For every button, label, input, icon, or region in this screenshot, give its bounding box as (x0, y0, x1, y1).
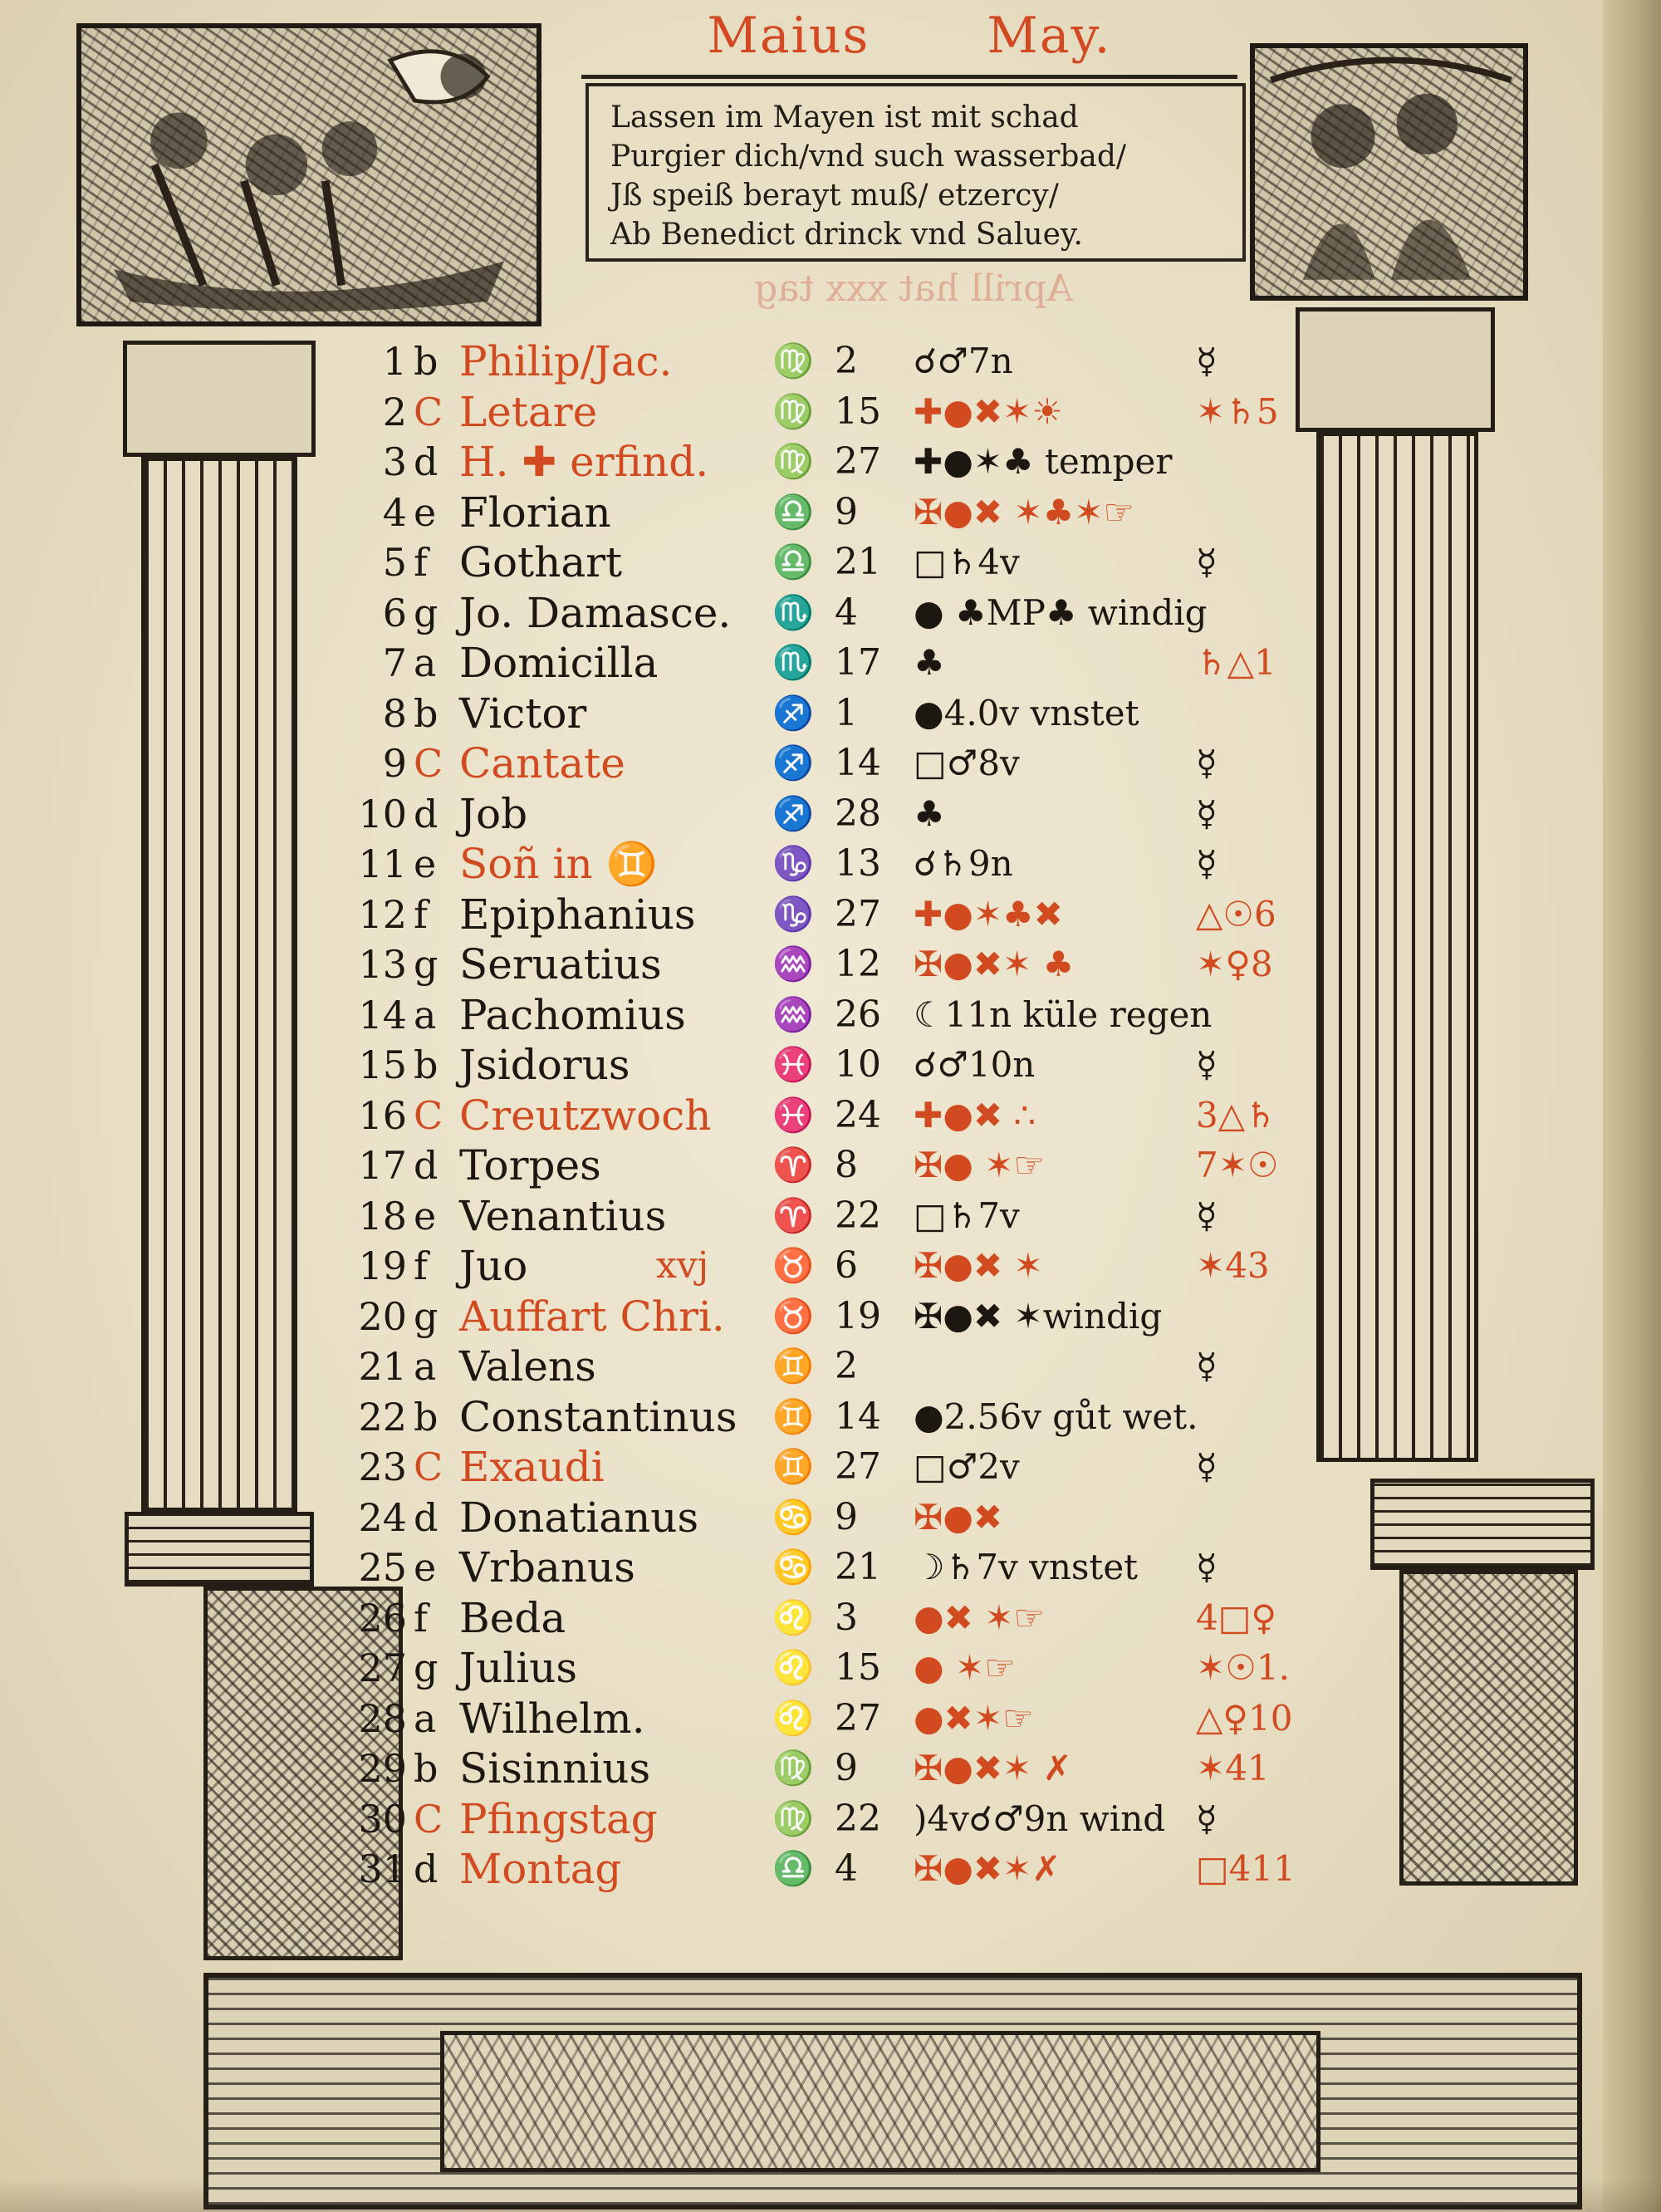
verse-line: Ab Benedict drinck vnd Saluey. (610, 218, 1083, 252)
astrological-notes: □♄7v (914, 1194, 1020, 1236)
moon-degree: 14 (835, 742, 881, 784)
aspect-notes: ✶43 (1196, 1245, 1270, 1286)
day-number: 14 (358, 992, 407, 1037)
astrological-notes: ●2.56v gůt wet. (914, 1395, 1198, 1437)
latin-month-name: Maius (707, 7, 870, 65)
dominical-letter: b (414, 1394, 439, 1440)
aspect-notes: ♄△1 (1196, 642, 1276, 683)
calendar-row (0, 1844, 1661, 1894)
calendar-row (0, 689, 1661, 738)
astrological-notes: ✠●✖✶ ✗ (914, 1748, 1072, 1788)
moon-degree: 19 (835, 1294, 881, 1337)
calendar-row (0, 1694, 1661, 1744)
astrological-notes: ✠●✖✶✗ (914, 1848, 1061, 1889)
saint-name: Beda (459, 1593, 566, 1642)
verse-line: Jß speiß berayt muß/ etzercy/ (610, 179, 1059, 213)
day-number: 17 (358, 1143, 407, 1188)
saint-name: Job (459, 789, 528, 838)
day-number: 5 (382, 540, 407, 585)
saint-name: Letare (459, 387, 598, 436)
dominical-letter: d (414, 1847, 439, 1891)
astrological-notes: ✠●✖ ✶♣✶☞ (914, 491, 1135, 532)
day-number: 11 (358, 841, 407, 886)
dominical-letter: f (414, 540, 429, 585)
moon-degree: 9 (835, 1495, 858, 1538)
day-number: 8 (382, 690, 407, 736)
zodiac-sign-icon: ♏ (772, 593, 814, 632)
saint-name: Pfingstag (459, 1794, 658, 1843)
zodiac-sign-icon: ♐ (772, 744, 814, 782)
moon-degree: 4 (835, 1847, 858, 1890)
dominical-letter: f (414, 1243, 429, 1288)
moon-degree: 10 (835, 1043, 881, 1086)
day-number: 24 (358, 1494, 407, 1540)
zodiac-sign-icon: ♉ (772, 1297, 814, 1336)
day-number: 2 (382, 389, 407, 434)
astrological-notes: □♂2v (914, 1446, 1020, 1487)
zodiac-sign-icon: ♍ (772, 342, 814, 380)
astrological-notes: ✠● ✶☞ (914, 1145, 1046, 1185)
calendar-row (0, 1442, 1661, 1492)
dominical-letter: d (414, 1494, 439, 1540)
dominical-letter: g (414, 1293, 439, 1339)
calendar-row (0, 537, 1661, 587)
astrological-notes: ☌♂7n (914, 341, 1013, 381)
day-number: 6 (382, 590, 407, 635)
astrological-notes: □♂8v (914, 743, 1020, 783)
dominical-letter: b (414, 1746, 439, 1791)
day-number: 23 (358, 1444, 407, 1489)
day-number: 15 (358, 1042, 407, 1087)
day-number: 26 (358, 1595, 407, 1641)
calendar-row (0, 1392, 1661, 1442)
calendar-row (0, 588, 1661, 638)
astrological-notes: ● ✶☞ (914, 1647, 1016, 1688)
dominical-letter: g (414, 1646, 439, 1690)
zodiac-sign-icon: ♐ (772, 794, 814, 833)
moon-degree: 22 (835, 1194, 881, 1237)
aspect-notes: ✶♀8 (1196, 944, 1273, 984)
zodiac-sign-icon: ♒ (772, 945, 814, 983)
astrological-notes: ☌♂10n (914, 1044, 1036, 1085)
dominical-letter: a (414, 992, 437, 1037)
dominical-letter: d (414, 791, 439, 836)
aspect-notes: ☿ (1196, 341, 1218, 381)
day-number: 22 (358, 1394, 407, 1440)
saint-name: Vrbanus (459, 1543, 635, 1592)
dominical-letter: e (414, 841, 437, 886)
moon-degree: 2 (835, 1345, 858, 1387)
zodiac-sign-icon: ♉ (772, 1247, 814, 1285)
calendar-row (0, 638, 1661, 688)
day-number: 10 (358, 791, 407, 836)
aspect-notes: ✶♄5 (1196, 390, 1279, 432)
zodiac-sign-icon: ♐ (772, 694, 814, 733)
zodiac-sign-icon: ♈ (772, 1146, 814, 1184)
calendar-row (0, 1040, 1661, 1090)
calendar-row (0, 1140, 1661, 1190)
saint-name: Exaudi (459, 1443, 605, 1491)
astrological-notes: ●4.0v vnstet (914, 692, 1139, 733)
moon-degree: 15 (835, 1646, 881, 1689)
calendar-row (0, 336, 1661, 386)
zodiac-sign-icon: ♍ (772, 443, 814, 481)
day-number: 28 (358, 1695, 407, 1741)
moon-degree: 6 (835, 1244, 858, 1287)
astrological-notes: )4v☌♂9n wind (914, 1798, 1166, 1839)
aspect-notes: 4□♀ (1196, 1596, 1277, 1638)
day-number: 18 (358, 1193, 407, 1238)
astrological-notes: ✚●✖✶☀ (914, 390, 1063, 432)
dominical-letter: a (414, 1344, 437, 1389)
reverse-side-showthrough-text: Aprill hat xxx tag (754, 267, 1073, 310)
saint-name: Juo (459, 1242, 528, 1290)
zodiac-sign-icon: ♊ (772, 1397, 814, 1436)
day-number: 12 (358, 891, 407, 937)
astrological-notes: ✠●✖✶ ♣ (914, 944, 1075, 984)
moon-degree: 21 (835, 541, 881, 583)
zodiac-sign-icon: ♓ (772, 1046, 814, 1084)
day-number: 1 (382, 339, 407, 384)
zodiac-sign-icon: ♎ (772, 1850, 814, 1888)
day-number: 4 (382, 489, 407, 535)
moon-degree: 3 (835, 1596, 858, 1639)
saint-name: Constantinus (459, 1392, 737, 1441)
aspect-notes: ☿ (1196, 792, 1218, 834)
saint-name: H. ✚ erfind. (459, 438, 709, 486)
dominical-letter: C (414, 389, 443, 434)
moon-degree: 15 (835, 390, 881, 433)
moon-degree: 27 (835, 1696, 881, 1739)
dominical-letter: C (414, 1444, 443, 1489)
astrological-notes: ✠●✖ ✶ (914, 1245, 1043, 1286)
saint-name: Epiphanius (459, 890, 696, 939)
astrological-notes: ✠●✖ ✶windig (914, 1295, 1163, 1337)
aspect-notes: ☿ (1196, 1346, 1218, 1386)
moon-degree: 27 (835, 1445, 881, 1488)
astrological-notes: ♣ (914, 792, 945, 834)
saint-name: Florian (459, 488, 611, 537)
calendar-row (0, 1794, 1661, 1844)
calendar-row (0, 789, 1661, 839)
calendar-row (0, 437, 1661, 487)
zodiac-sign-icon: ♓ (772, 1096, 814, 1135)
moon-degree: 26 (835, 993, 881, 1036)
aspect-notes: ☿ (1196, 1547, 1218, 1587)
moon-degree: 24 (835, 1093, 881, 1136)
calendar-row (0, 839, 1661, 889)
aspect-notes: 7✶☉ (1196, 1145, 1279, 1185)
astrological-notes: ☽♄7v vnstet (914, 1547, 1139, 1587)
zodiac-sign-icon: ♋ (772, 1548, 814, 1587)
saint-name: Auffart Chri. (459, 1292, 725, 1341)
aspect-notes: ☿ (1196, 1194, 1218, 1236)
zodiac-sign-icon: ♍ (772, 1799, 814, 1838)
saint-name: Domicilla (459, 639, 659, 687)
dominical-letter: d (414, 1143, 439, 1188)
moon-degree: 8 (835, 1144, 858, 1186)
dominical-letter: a (414, 1695, 437, 1741)
zodiac-sign-icon: ♌ (772, 1649, 814, 1687)
saint-name: Creutzwoch (459, 1091, 712, 1140)
zodiac-sign-icon: ♍ (772, 392, 814, 431)
day-number: 16 (358, 1092, 407, 1138)
saint-name: Philip/Jac. (459, 337, 673, 385)
saint-name: Donatianus (459, 1493, 699, 1542)
dominical-letter: C (414, 1796, 443, 1842)
saint-name: Jo. Damasce. (459, 588, 732, 637)
moon-degree: 27 (835, 440, 881, 483)
calendar-row (0, 990, 1661, 1040)
aspect-notes: △♀10 (1196, 1697, 1293, 1739)
aspect-notes: ☿ (1196, 542, 1218, 582)
saint-name: Seruatius (459, 940, 662, 988)
day-number: 21 (358, 1344, 407, 1389)
saint-name: Torpes (459, 1141, 601, 1189)
saint-name: Wilhelm. (459, 1694, 645, 1743)
dominical-letter: e (414, 1193, 437, 1238)
dominical-letter: a (414, 640, 437, 685)
moon-degree: 13 (835, 842, 881, 885)
moon-degree: 9 (835, 490, 858, 533)
aspect-notes: 3△♄ (1196, 1094, 1276, 1135)
moon-degree: 28 (835, 792, 881, 835)
aspect-notes: ☿ (1196, 843, 1218, 884)
dominical-letter: b (414, 690, 439, 736)
astrological-notes: ✠●✖ (914, 1496, 1003, 1538)
calendar-row (0, 1493, 1661, 1543)
saint-name: Montag (459, 1845, 622, 1893)
zodiac-sign-icon: ♌ (772, 1699, 814, 1738)
dominical-letter: f (414, 1595, 429, 1641)
dominical-letter: g (414, 942, 439, 987)
moon-degree: 2 (835, 340, 858, 382)
astrological-notes: ☌♄9n (914, 843, 1013, 884)
day-number: 3 (382, 439, 407, 484)
saint-name: Valens (459, 1342, 596, 1390)
dominical-letter: C (414, 741, 443, 786)
calendar-row (0, 1292, 1661, 1341)
saint-name: Soñ in ♊ (459, 840, 658, 888)
saint-name: Pachomius (459, 990, 686, 1039)
astrological-notes: ✚●✶♣ temper (914, 441, 1173, 482)
zodiac-sign-icon: ♊ (772, 1448, 814, 1486)
dominical-letter: f (414, 891, 429, 937)
day-number: 19 (358, 1243, 407, 1288)
aspect-notes: ☿ (1196, 1044, 1218, 1085)
calendar-row (0, 738, 1661, 788)
saint-name: Gothart (459, 538, 623, 586)
moon-degree: 12 (835, 943, 881, 985)
moon-degree: 27 (835, 892, 881, 935)
zodiac-sign-icon: ♑ (772, 845, 814, 883)
zodiac-sign-icon: ♍ (772, 1749, 814, 1788)
zodiac-sign-icon: ♋ (772, 1498, 814, 1537)
day-number: 7 (382, 640, 407, 685)
dominical-letter: C (414, 1092, 443, 1138)
marginal-note: xvj (656, 1244, 709, 1287)
astrological-notes: ☾11n küle regen (914, 993, 1213, 1035)
zodiac-sign-icon: ♎ (772, 493, 814, 532)
german-month-name: May. (987, 7, 1112, 65)
aspect-notes: ✶☉1. (1196, 1647, 1290, 1688)
astrological-notes: □♄4v (914, 542, 1020, 582)
zodiac-sign-icon: ♎ (772, 543, 814, 581)
zodiac-sign-icon: ♊ (772, 1347, 814, 1386)
aspect-notes: △☉6 (1196, 893, 1276, 934)
day-number: 25 (358, 1545, 407, 1590)
dominical-letter: g (414, 590, 439, 635)
saint-name: Jsidorus (459, 1041, 630, 1089)
calendar-row (0, 1091, 1661, 1140)
aspect-notes: ☿ (1196, 1446, 1218, 1487)
saint-name: Venantius (459, 1191, 667, 1240)
calendar-row (0, 1241, 1661, 1291)
aspect-notes: ☿ (1196, 1798, 1218, 1839)
calendar-row (0, 387, 1661, 437)
moon-degree: 22 (835, 1797, 881, 1840)
saint-name: Sisinnius (459, 1744, 651, 1793)
calendar-row (0, 1593, 1661, 1643)
astrological-notes: ●✖ ✶☞ (914, 1596, 1046, 1638)
aspect-notes: ✶41 (1196, 1748, 1270, 1788)
calendar-row (0, 890, 1661, 939)
day-number: 27 (358, 1646, 407, 1690)
dominical-letter: d (414, 439, 439, 484)
astrological-notes: ●✖✶☞ (914, 1697, 1034, 1739)
day-number: 30 (358, 1796, 407, 1842)
moon-degree: 14 (835, 1395, 881, 1438)
zodiac-sign-icon: ♑ (772, 895, 814, 934)
calendar-row (0, 1744, 1661, 1793)
dominical-letter: e (414, 489, 437, 535)
moon-degree: 1 (835, 691, 858, 734)
moon-degree: 9 (835, 1747, 858, 1789)
zodiac-sign-icon: ♏ (772, 644, 814, 682)
calendar-row (0, 1643, 1661, 1693)
day-number: 13 (358, 942, 407, 987)
astrological-notes: ✚●✶♣✖ (914, 893, 1063, 934)
calendar-row (0, 1341, 1661, 1391)
astrological-notes: ♣ (914, 642, 945, 683)
calendar-row (0, 1191, 1661, 1241)
day-number: 20 (358, 1293, 407, 1339)
day-number: 9 (382, 741, 407, 786)
zodiac-sign-icon: ♒ (772, 995, 814, 1034)
dominical-letter: b (414, 1042, 439, 1087)
calendar-row (0, 488, 1661, 537)
dominical-letter: b (414, 339, 439, 384)
saint-name: Cantate (459, 739, 625, 787)
verse-line: Lassen im Mayen ist mit schad (610, 101, 1079, 135)
dominical-letter: e (414, 1545, 437, 1590)
moon-degree: 21 (835, 1546, 881, 1588)
aspect-notes: ☿ (1196, 743, 1218, 783)
moon-degree: 4 (835, 591, 858, 634)
astrological-notes: ● ♣MP♣ windig (914, 591, 1208, 633)
zodiac-sign-icon: ♈ (772, 1196, 814, 1235)
zodiac-sign-icon: ♌ (772, 1598, 814, 1637)
calendar-row (0, 939, 1661, 989)
moon-degree: 17 (835, 641, 881, 684)
day-number: 29 (358, 1746, 407, 1791)
day-number: 31 (358, 1847, 407, 1891)
saint-name: Julius (459, 1644, 578, 1692)
astrological-notes: ✚●✖ ∴ (914, 1094, 1036, 1135)
calendar-row (0, 1543, 1661, 1592)
aspect-notes: □411 (1196, 1848, 1296, 1889)
saint-name: Victor (459, 689, 587, 738)
verse-line: Purgier dich/vnd such wasserbad/ (610, 140, 1127, 174)
